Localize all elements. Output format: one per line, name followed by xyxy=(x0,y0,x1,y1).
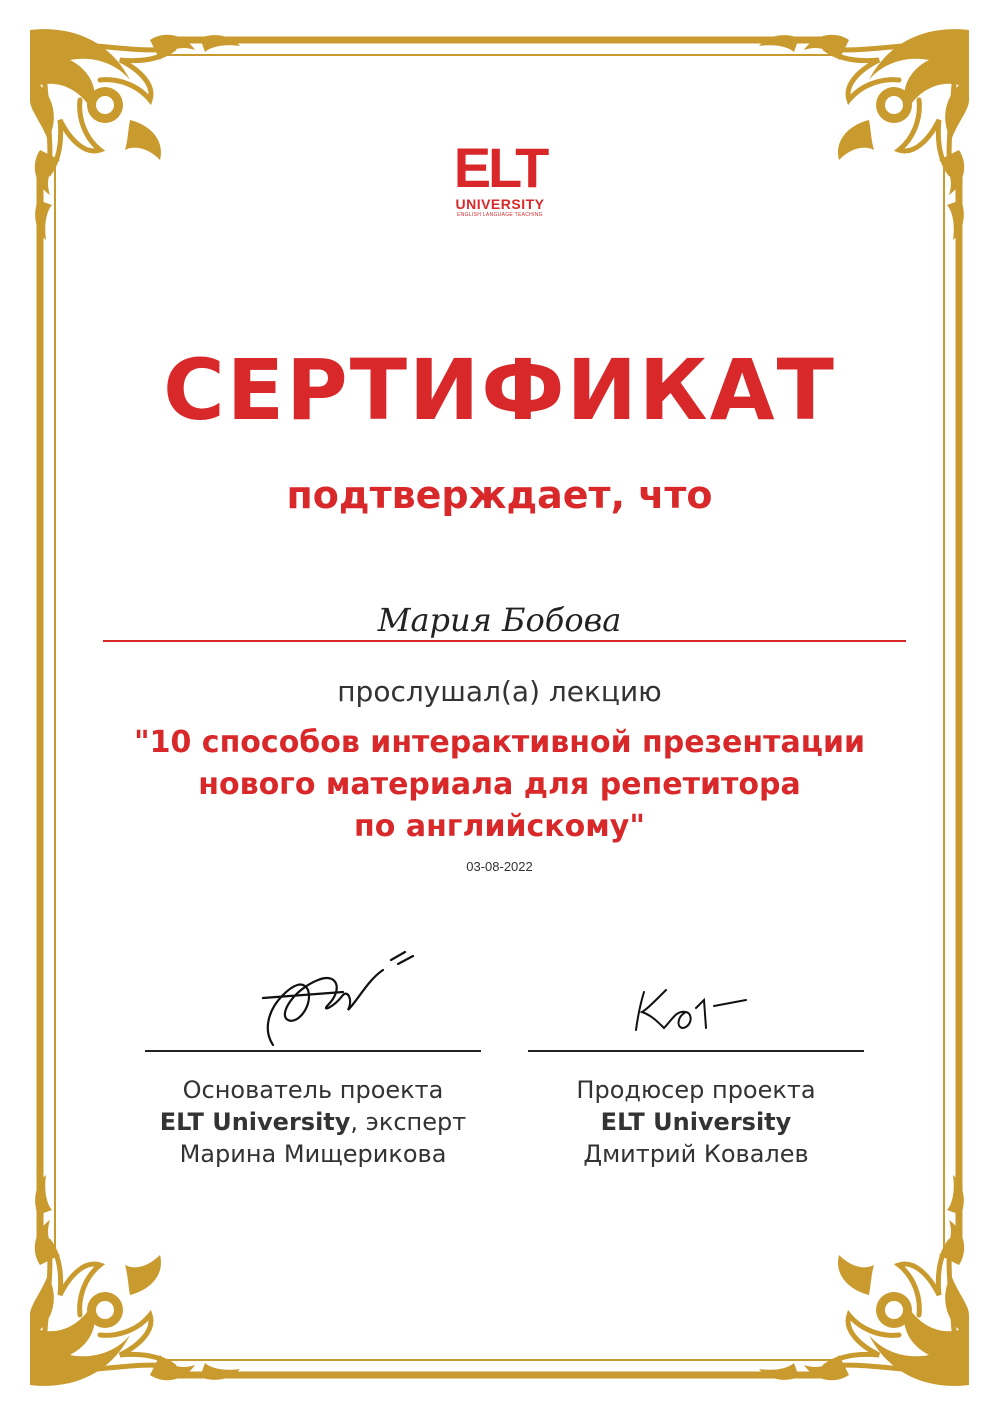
logo-main: ELT xyxy=(453,136,547,199)
founder-person: Марина Мищерикова xyxy=(179,1140,447,1168)
lecture-line-2: нового материала для репетитора xyxy=(198,767,801,802)
signature-block-producer xyxy=(526,950,866,1170)
lecture-line-3: по английскому" xyxy=(354,809,645,844)
producer-caption xyxy=(526,1074,866,1170)
logo-tag: ENGLISH LANGUAGE TEACHING xyxy=(457,212,543,218)
recipient-underline xyxy=(103,640,906,642)
founder-signature xyxy=(143,950,483,1050)
signature-block-founder xyxy=(143,950,483,1170)
founder-org: ELT University xyxy=(159,1108,351,1136)
logo-sub: UNIVERSITY xyxy=(455,196,545,212)
certificate-title: СЕРТИФИКАТ xyxy=(163,341,836,439)
producer-org: ELT University xyxy=(600,1108,792,1136)
producer-person: Дмитрий Ковалев xyxy=(583,1140,809,1168)
founder-org-suffix: , эксперт xyxy=(350,1108,467,1136)
listened-label: прослушал(а) лекцию xyxy=(337,675,662,708)
lecture-line-1: "10 способов интерактивной презентации xyxy=(133,725,866,760)
certificate-subtitle: подтверждает, что xyxy=(286,473,713,517)
founder-org-line xyxy=(143,1106,483,1138)
producer-role: Продюсер проекта xyxy=(576,1076,816,1104)
producer-signature-line xyxy=(528,1050,864,1052)
founder-caption xyxy=(143,1074,483,1170)
founder-signature-line xyxy=(145,1050,481,1052)
founder-role: Основатель проекта xyxy=(182,1076,444,1104)
producer-signature xyxy=(526,950,866,1050)
elt-university-logo xyxy=(425,136,575,235)
lecture-title xyxy=(100,722,899,848)
recipient-name: Мария Бобова xyxy=(377,601,622,639)
certificate-date: 03-08-2022 xyxy=(466,859,533,874)
